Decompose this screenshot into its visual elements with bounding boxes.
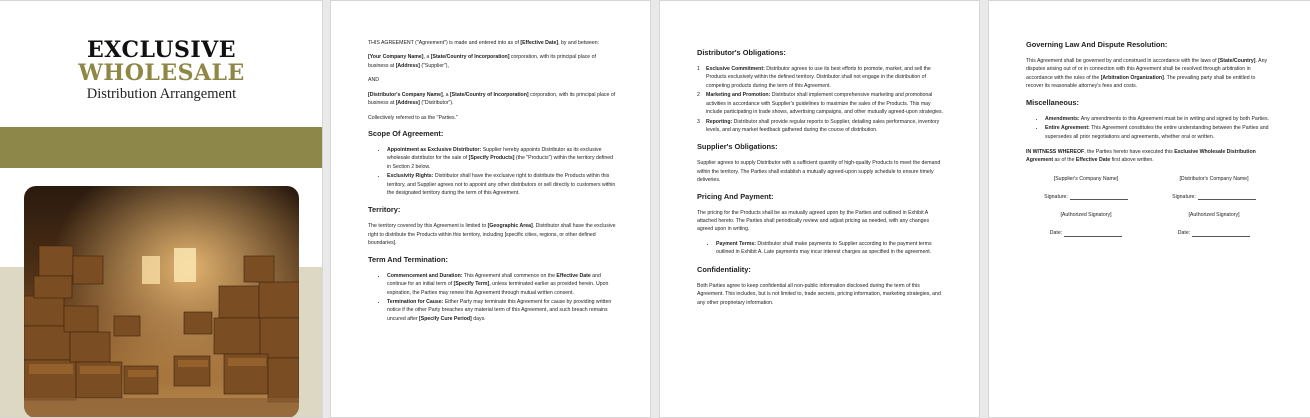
supplier-obligations-heading: Supplier's Obligations: (697, 142, 778, 152)
warehouse-boxes-photo (24, 186, 299, 418)
miscellaneous-list (1026, 115, 1274, 141)
cover-title-line1: EXCLUSIVE (87, 37, 236, 63)
pricing-heading: Pricing And Payment: (697, 191, 774, 201)
party1-paragraph: [Your Company Name], a [State/Country of Incorporation] corporation, with its principal place of business at [Address] ("Supplier"), (368, 54, 596, 69)
pricing-list (697, 240, 945, 257)
confidentiality-heading: Confidentiality: (697, 264, 751, 274)
signature-block (1026, 177, 1274, 250)
list-item: • Exclusivity Rights: Distributor shall have the exclusive right to distribute the Products within this territory, and Supplier agrees not to appoint any other distributors or sell directly to customers within the designated territory during the term of this Agreement. (387, 172, 616, 197)
list-item: 3 Reporting: Distributor shall provide regular reports to Supplier, detailing sales performance, inventory levels, and any market feedback gathered during the course of distribution. (697, 118, 940, 133)
miscellaneous-heading: Miscellaneous: (1026, 97, 1079, 107)
olive-band (0, 127, 323, 168)
list-item: • Amendments: Any amendments to this Agreement must be in writing and signed by both Parties. (1045, 115, 1274, 123)
distributor-signature-line[interactable]: Signature: (1154, 195, 1274, 200)
list-item: • Payment Terms: Distributor shall make payments to Supplier according to the payment terms outlined in Exhibit A. Late payments may incur interest charges as specified in the agreement. (716, 240, 945, 257)
governing-law-heading: Governing Law And Dispute Resolution: (1026, 40, 1168, 49)
collectively-text: Collectively referred to as the "Parties." (368, 114, 458, 121)
list-item: • Entire Agreement: This Agreement constitutes the entire understanding between the Parties and supersedes all prior negotiations and agreements, whether oral or written. (1045, 124, 1274, 141)
list-item: • Termination for Cause: Either Party may terminate this Agreement for cause by providing written notice if the other Party breaches any material term of this Agreement, and such breach remains uncured after [Specify Cure Period] days. (387, 298, 616, 323)
list-item: 2 Marketing and Promotion: Distributor shall implement comprehensive marketing and promotional activities in accordance with Supplier's guidelines to maximize the sales of the Products. This may include participating in trade shows, advertising campaigns, and other mutually agreed-upon strategies. (697, 92, 944, 116)
agreement-page-1 (330, 0, 651, 418)
supplier-authorized: [Authorized Signatory] (1060, 212, 1112, 219)
cover-page (0, 0, 323, 418)
distributor-authorized: [Authorized Signatory] (1188, 212, 1240, 219)
distributor-signature-column (1154, 177, 1274, 250)
and-text: AND (368, 77, 379, 84)
distributor-obligations-heading: Distributor's Obligations: (697, 48, 786, 57)
governing-law-paragraph: This Agreement shall be governed by and construed in accordance with the laws of [State/Country]. Any disputes arising out of or in connection with this Agreement shall be resolved through arbitration in accordance with the rules of the [Arbitration Organization]. The prevailing party shall be entitled to recover its reasonable attorney's fees and costs. (1026, 57, 1268, 90)
scope-heading: Scope Of Agreement: (368, 128, 444, 138)
agreement-page-3 (988, 0, 1310, 418)
supplier-name: [Supplier's Company Name] (1053, 175, 1119, 182)
list-item: • Commencement and Duration: This Agreement shall commence on the Effective Date and continue for an initial term of [Specify Term], unless terminated earlier as provided herein. Upon expiration, the Parties may renew this Agreement through mutual written consent. (387, 272, 616, 297)
supplier-date-line[interactable]: Date: (1026, 231, 1146, 236)
cover-subtitle: Distribution Arrangement (86, 86, 237, 102)
distributor-name: [Distributor's Company Name] (1179, 175, 1249, 182)
supplier-signature-column (1026, 177, 1146, 250)
term-list (368, 272, 616, 324)
list-item: • Appointment as Exclusive Distributor: Supplier hereby appoints Distributor as its exclusive wholesale distributor for the sale of [Specify Products] (the "Products") within the territory defined in Section 2 below. (387, 146, 616, 171)
list-item: 1 Exclusive Commitment: Distributor agrees to use its best efforts to promote, market, and sell the Products exclusively within the defined territory. Distributor shall not engage in the distribution of competing products during the term of this Agreement. (697, 65, 931, 89)
territory-paragraph: The territory covered by this Agreement is limited to [Geographic Area]. Distributor shall have the exclusive right to distribute the Products within this territory, including [specific cities, regions, or other defined boundaries]. (368, 223, 616, 247)
confidentiality-paragraph: Both Parties agree to keep confidential all non-public information disclosed during the term of this Agreement. This includes, but is not limited to, trade secrets, pricing information, marketing strategies, and any other proprietary information. (697, 282, 941, 306)
agreement-page-2 (659, 0, 980, 418)
party2-paragraph: [Distributor's Company Name], a [State/Country of Incorporation] corporation, with its principal place of business at [Address] ("Distributor"). (368, 91, 616, 107)
cover-title-line2: WHOLESALE (78, 60, 245, 86)
scope-list (368, 146, 616, 198)
supplier-signature-line[interactable]: Signature: (1026, 195, 1146, 200)
territory-heading: Territory: (368, 205, 401, 215)
witness-paragraph: IN WITNESS WHEREOF, the Parties hereto have executed this Exclusive Wholesale Distribution Agreement as of the Effective Date first above written. (1026, 148, 1256, 164)
term-heading: Term And Termination: (368, 254, 448, 264)
supplier-obligations-paragraph: Supplier agrees to supply Distributor with a sufficient quantity of high-quality Products to meet the demand within the territory. The Parties shall establish a mutually agreed-upon supply schedule to ensure timely deliveries. (697, 160, 941, 184)
pricing-paragraph: The pricing for the Products shall be as mutually agreed upon by the Parties and outlined in Exhibit A attached hereto. The Parties shall periodically review and adjust pricing as needed, with any changes agreed upon in writing. (697, 209, 930, 233)
intro-paragraph: THIS AGREEMENT ("Agreement") is made and entered into as of [Effective Date], by and between: (368, 40, 600, 46)
distributor-obligations-list (697, 65, 945, 134)
distributor-date-line[interactable]: Date: (1154, 231, 1274, 236)
